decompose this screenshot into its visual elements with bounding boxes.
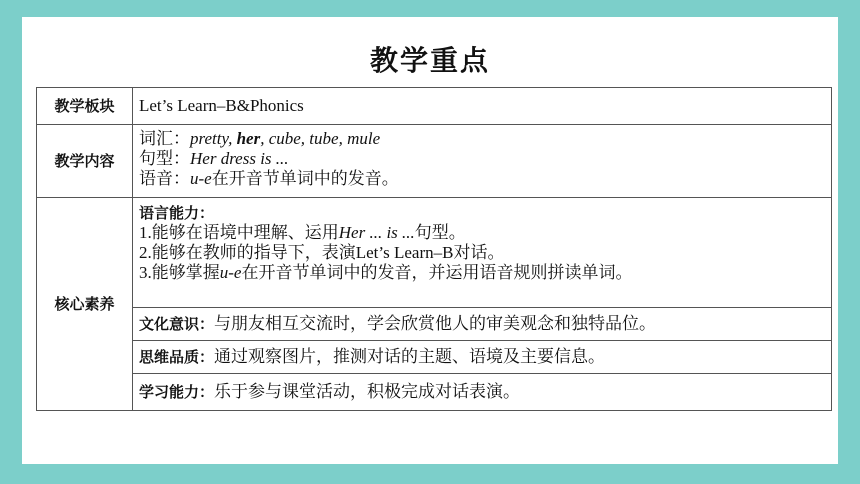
language-heading: 语言能力： <box>139 204 215 222</box>
table-row <box>37 341 832 374</box>
language-ability-cell <box>133 198 832 308</box>
page-title: 教学重点 <box>369 44 490 77</box>
teaching-focus-table <box>36 87 832 411</box>
row-label-content: 教学内容 <box>37 125 133 198</box>
section-value <box>133 88 832 125</box>
table-row <box>37 88 832 125</box>
phonics-line: 语音：u-e在开音节单词中的发音。 <box>139 169 399 188</box>
row-label-section: 教学板块 <box>37 88 133 125</box>
language-item-2: 2.能够在教师的指导下，表演Let’s Learn–B对话。 <box>139 243 505 262</box>
pattern-line: 句型：Her dress is ... <box>139 149 289 168</box>
thinking-cell <box>133 341 832 374</box>
learning-heading: 学习能力： <box>139 383 215 401</box>
vocab-line: 词汇：pretty, her, cube, tube, mule <box>139 129 381 148</box>
section-text: Let’s Learn–B&Phonics <box>139 96 304 115</box>
table-row <box>37 125 832 198</box>
culture-text: 与朋友相互交流时，学会欣赏他人的审美观念和独特品位。 <box>214 314 657 333</box>
thinking-heading: 思维品质： <box>139 348 215 366</box>
table-row <box>37 308 832 341</box>
thinking-text: 通过观察图片，推测对话的主题、语境及主要信息。 <box>214 347 606 366</box>
culture-heading: 文化意识： <box>139 315 215 333</box>
language-item-3: 3.能够掌握u-e在开音节单词中的发音，并运用语音规则拼读单词。 <box>139 263 633 282</box>
content-cell <box>133 125 832 198</box>
table-row <box>37 198 832 308</box>
language-item-1: 1.能够在语境中理解、运用Her ... is ...句型。 <box>139 223 466 242</box>
row-label-core: 核心素养 <box>37 198 133 411</box>
learning-cell <box>133 374 832 411</box>
learning-text: 乐于参与课堂活动，积极完成对话表演。 <box>214 382 521 401</box>
culture-cell <box>133 308 832 341</box>
table-row <box>37 374 832 411</box>
